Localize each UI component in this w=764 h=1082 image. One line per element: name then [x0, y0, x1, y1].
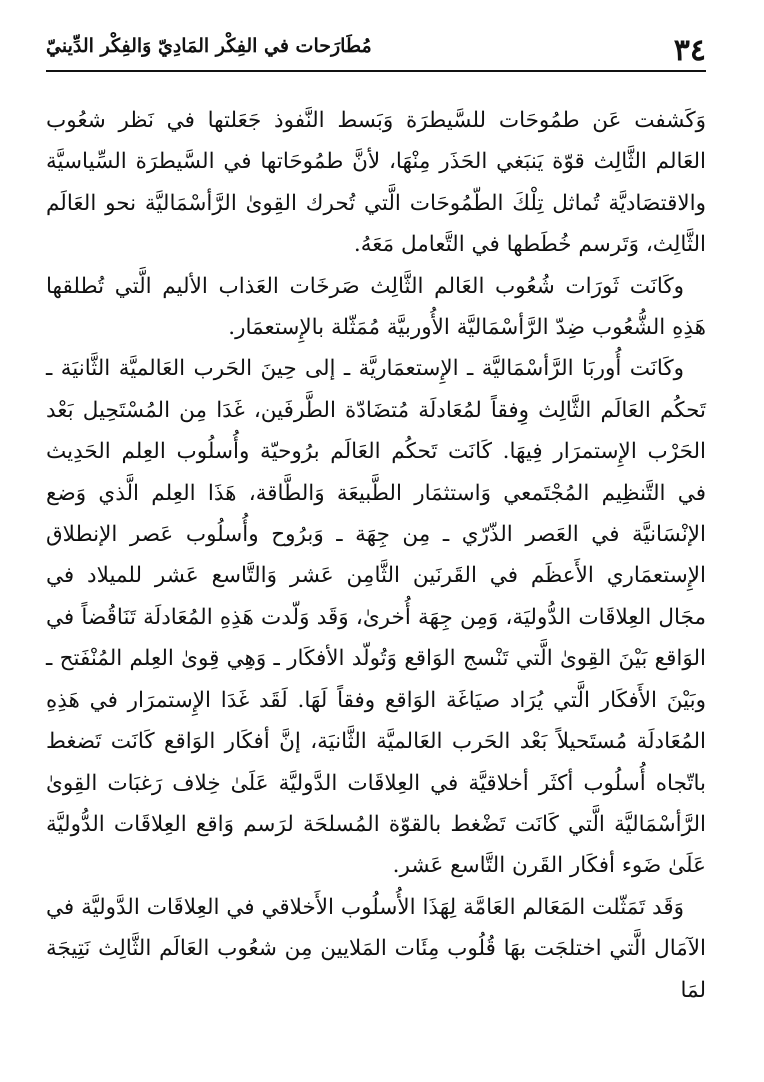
paragraph-3: وكَانَت أُوربَا الرَّأسْمَاليَّة ـ الإِستعمَاريَّة ـ إلى حِينَ الحَرب العَالميَّة الثَّانيَة ـ تَحكُم العَالَم الثَّالِث وِفقاً لمُعَادلَة مُتضَادّة الطَّرفَين، غَدَا مِن المُسْتَحِيل بَعْد الحَرْب الإِستمرَار فِيهَا. كَانَت تَحكُم العَالَم برُوحيّة وأُسلُوب العِلم الحَدِيث في التَّنظِيم المُجْتَمعي وَاستثمَار الطَّبيعَة وَالطَّاقة، هَذَا العِلم الَّذي وَضع الإنْسَانيَّة في العَصر الذّرّي ـ مِن جِهَة ـ وَبرُوح وأُسلُوب عَصر الإنطلاق الإِستعمَاري الأَعظَم في القَرنَين الثَّامِن عَشر وَالتَّاسع عَشر للميلاد في مجَال العِلاقَات الدُّوليَة، وَمِن جِهَة أُخرىٰ، وَقَد وَلّدت هَذِهِ المُعَادلَة تَنَاقُضاً في الوَاقع بَيْنَ القِوىٰ الَّتي تَنْسج الوَاقع وَتُولّد الأفكَار ـ وَهِي قِوىٰ العِلم المُنْفَتح ـ وبَيْنَ الأَفكَار الَّتي يُرَاد صيَاغَة الوَاقع وفقاً لَهَا. لَقَد غَدَا الإِستمرَار في هَذِهِ المُعَادلَة مُستَحيلاً بَعْد الحَرب العَالميَّة الثَّانيَة، إنَّ أفكَار الوَاقع كَانَت تَضغط باتّجاه أُسلُوب أكثَر أخلاقيَّة في العِلاقَات الدَّوليَّة عَلَىٰ خِلاف رَغبَات القِوىٰ الرَّأسْمَاليَّة الَّتي كَانَت تَضْغط بالقوّة المُسلحَة لرَسم وَاقع العِلاقَات الدُّوليَّة عَلَىٰ ضَوء أفكَار القَرن التَّاسع عَشر. — [46, 356, 706, 879]
paragraph-2: وكَانَت ثَورَات شُعُوب العَالم الثَّالِث صَرخَات العَذاب الأليم الَّتي تُطلقها هَذِهِ الشُّعُوب ضِدّ الرَّأسْمَاليَّة الأُوربيَّة مُمَثّلة بالإِستعمَار. — [46, 273, 706, 341]
body-text — [46, 100, 706, 1011]
page-header — [46, 22, 706, 74]
page-number: ٣٤ — [673, 33, 706, 68]
paragraph-1: وَكَشفت عَن طمُوحَات للسَّيطرَة وَبَسط النَّفوذ جَعَلتها في نَظر شعُوب العَالم الثَّالِث قوّة يَنبَغي الحَذَر مِنْهَا، لأنَّ طمُوحَاتها في السَّيطرَة السِّياسيَّة والاقتصَاديَّة تُماثل تِلْكَ الطّمُوحَات الَّتي تُحرك القِوىٰ الرَّأسْمَاليَّة نحو العَالَم الثَّالِث، وَتَرسم خُطَطها في التَّعامل مَعَهُ. — [46, 108, 706, 258]
running-title: مُطَارَحات في الفِكْر المَادِيّ وَالفِكْر الدِّينيّ — [46, 35, 372, 57]
header-rule — [46, 70, 706, 72]
paragraph-4: وَقَد تَمَثّلت المَعَالم العَامَّة لِهَذَا الأُسلُوب الأَخلاقي في العِلاقَات الدَّوليَّة في الآمَال الَّتي اختلجَت بهَا قُلُوب مِئَات المَلايين مِن شعُوب العَالَم الثَّالِث نَتِيجَة لمَا — [46, 894, 706, 1003]
